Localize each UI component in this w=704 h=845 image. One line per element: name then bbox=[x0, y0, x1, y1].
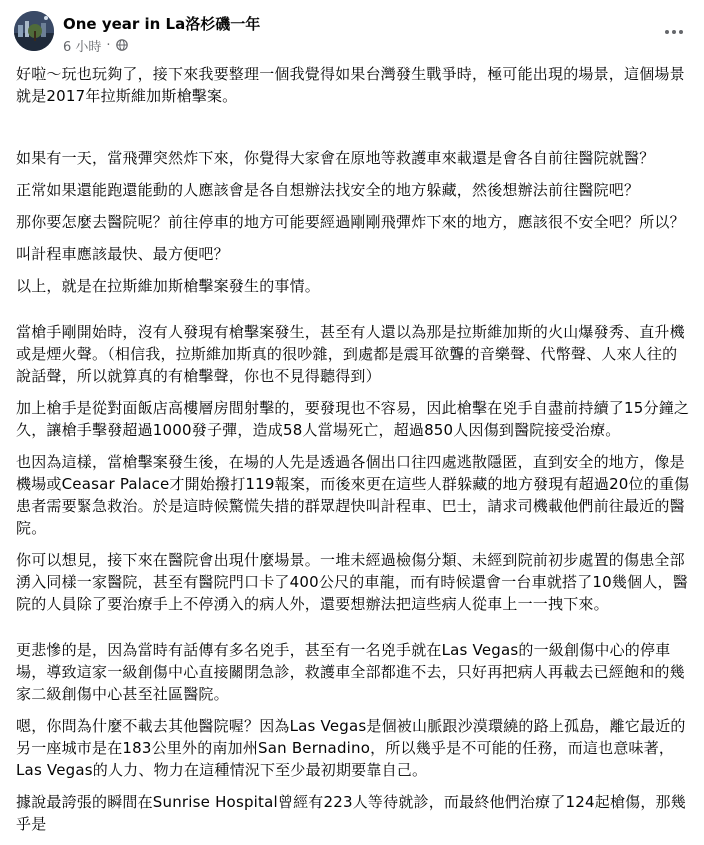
post-paragraph: 加上槍手是從對面飯店高樓層房間射擊的，要發現也不容易，因此槍擊在兇手自盡前持續了15分鐘之久，讓槍手擊發超過1000發子彈，造成58人當場死亡，超過850人因傷到醫院接受治療。 bbox=[16, 399, 690, 439]
post-meta bbox=[63, 37, 128, 53]
post-paragraph: 好啦～玩也玩夠了，接下來我要整理一個我覺得如果台灣發生戰爭時，極可能出現的場景，這個場景就是2017年拉斯維加斯槍擊案。 bbox=[16, 65, 685, 105]
post-paragraph: 也因為這樣，當槍擊案發生後，在場的人先是透過各個出口往四處逃散隱匿，直到安全的地方，像是機場或Ceasar Palace才開始撥打119報案，而後來更在這些人群躲藏的地方發現有超過20位的重傷患者需要緊急救治。於是這時候驚慌失措的群眾趕快叫計程車、巴士，請求司機載他們前往最近的醫院。 bbox=[16, 453, 690, 537]
post-body bbox=[16, 63, 692, 845]
post-paragraph: 那你要怎麼去醫院呢？前往停車的地方可能要經過剛剛飛彈炸下來的地方，應該很不安全吧？所以？ bbox=[16, 213, 685, 231]
more-horizontal-icon bbox=[672, 30, 676, 34]
post-timestamp[interactable]: 6 小時 bbox=[63, 39, 102, 55]
post-paragraph: 你可以想見，接下來在醫院會出現什麼場景。一堆未經過檢傷分類、未經到院前初步處置的傷患全部湧入同樣一家醫院，甚至有醫院門口卡了400公尺的車龍，而有時候還會一台車就搭了10幾個人，醫院的人員除了要治療手上不停湧入的病人外，還要想辦法把這些病人從車上一一拽下來。 bbox=[16, 551, 688, 613]
globe-icon[interactable] bbox=[116, 39, 128, 51]
author-name[interactable]: One year in La洛杉磯一年 bbox=[63, 15, 261, 33]
post-paragraph: 正常如果還能跑還能動的人應該會是各自想辦法找安全的地方躲藏，然後想辦法前往醫院吧？ bbox=[16, 181, 640, 199]
avatar-image bbox=[14, 11, 54, 51]
post-paragraph: 叫計程車應該最快、最方便吧？ bbox=[16, 245, 229, 263]
avatar[interactable] bbox=[14, 11, 54, 51]
post-paragraph: 據說最誇張的瞬間在Sunrise Hospital曾經有223人等待就診，而最終他們治療了124起槍傷，那幾乎是 bbox=[16, 793, 686, 833]
more-horizontal-icon bbox=[679, 30, 683, 34]
post-paragraph: 更悲慘的是，因為當時有話傳有多名兇手，甚至有一名兇手就在Las Vegas的一級創傷中心的停車場，導致這家一級創傷中心直接關閉急診，救護車全部都進不去，只好再把病人再載去已經飽和的幾家二級創傷中心甚至社區醫院。 bbox=[16, 641, 685, 703]
post-paragraph: 當槍手剛開始時，沒有人發現有槍擊案發生，甚至有人還以為那是拉斯維加斯的火山爆發秀、直升機或是煙火聲。（相信我，拉斯維加斯真的很吵雜，到處都是震耳欲聾的音樂聲、代幣聲、人來人往的說話聲，所以就算真的有槍擊聲，你也不見得聽得到） bbox=[16, 323, 685, 385]
post-paragraph: 如果有一天，當飛彈突然炸下來，你覺得大家會在原地等救護車來載還是會各自前往醫院就醫？ bbox=[16, 149, 655, 167]
meta-separator: · bbox=[106, 37, 111, 53]
post-paragraph: 嗯，你問為什麼不載去其他醫院喔？因為Las Vegas是個被山脈跟沙漠環繞的路上孤島，離它最近的另一座城市是在183公里外的南加州San Bernadino，所以幾乎是不可能的任務，而這也意味著，Las Vegas的人力、物力在這種情況下至少最初期要靠自己。 bbox=[16, 717, 686, 779]
post-header bbox=[0, 0, 704, 60]
more-horizontal-icon bbox=[665, 30, 669, 34]
more-options-button[interactable] bbox=[656, 20, 692, 44]
post-paragraph: 以上，就是在拉斯維加斯槍擊案發生的事情。 bbox=[16, 277, 321, 295]
